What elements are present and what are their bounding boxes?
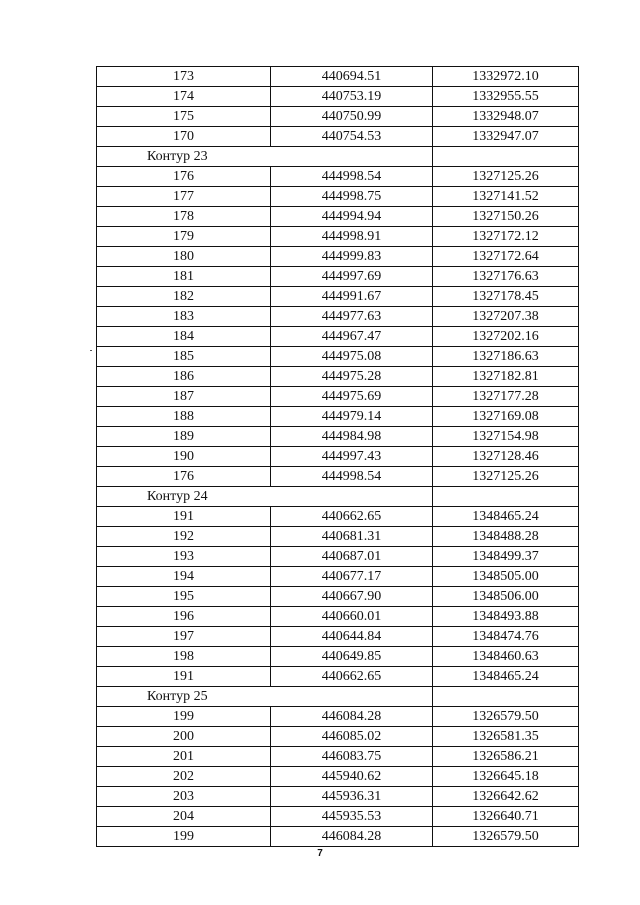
y-coordinate-cell: 1326642.62 <box>433 787 579 807</box>
table-row <box>97 227 579 247</box>
y-coordinate-cell: 1326640.71 <box>433 807 579 827</box>
y-coordinate-cell: 1348493.88 <box>433 607 579 627</box>
y-coordinate-cell: 1327172.64 <box>433 247 579 267</box>
x-coordinate-cell: 444975.08 <box>271 347 433 367</box>
y-coordinate-cell: 1332972.10 <box>433 67 579 87</box>
x-coordinate-cell: 444998.91 <box>271 227 433 247</box>
point-number-cell: 186 <box>97 367 271 387</box>
table-row <box>97 67 579 87</box>
y-coordinate-cell: 1348506.00 <box>433 587 579 607</box>
y-coordinate-cell: 1332948.07 <box>433 107 579 127</box>
table-row <box>97 827 579 847</box>
table-row <box>97 607 579 627</box>
y-coordinate-cell: 1327207.38 <box>433 307 579 327</box>
point-number-cell: 201 <box>97 747 271 767</box>
y-coordinate-cell: 1327186.63 <box>433 347 579 367</box>
x-coordinate-cell: 446084.28 <box>271 827 433 847</box>
y-coordinate-cell: 1326581.35 <box>433 727 579 747</box>
table-row <box>97 787 579 807</box>
table-row <box>97 167 579 187</box>
x-coordinate-cell: 444991.67 <box>271 287 433 307</box>
point-number-cell: 203 <box>97 787 271 807</box>
x-coordinate-cell: 444998.54 <box>271 467 433 487</box>
y-coordinate-cell: 1327176.63 <box>433 267 579 287</box>
point-number-cell: 193 <box>97 547 271 567</box>
y-coordinate-cell: 1332947.07 <box>433 127 579 147</box>
point-number-cell: 178 <box>97 207 271 227</box>
point-number-cell: 199 <box>97 827 271 847</box>
y-coordinate-cell: 1327125.26 <box>433 467 579 487</box>
y-coordinate-cell: 1348488.28 <box>433 527 579 547</box>
table-row <box>97 547 579 567</box>
point-number-cell: 185 <box>97 347 271 367</box>
x-coordinate-cell: 440754.53 <box>271 127 433 147</box>
y-coordinate-cell: 1327141.52 <box>433 187 579 207</box>
point-number-cell: 189 <box>97 427 271 447</box>
table-row <box>97 567 579 587</box>
table-row <box>97 207 579 227</box>
y-coordinate-cell: 1327202.16 <box>433 327 579 347</box>
y-coordinate-cell: 1326645.18 <box>433 767 579 787</box>
table-row <box>97 467 579 487</box>
x-coordinate-cell: 444977.63 <box>271 307 433 327</box>
y-coordinate-cell: 1327178.45 <box>433 287 579 307</box>
table-row <box>97 767 579 787</box>
point-number-cell: 180 <box>97 247 271 267</box>
point-number-cell: 173 <box>97 67 271 87</box>
point-number-cell: 176 <box>97 467 271 487</box>
coordinates-table <box>96 66 579 847</box>
point-number-cell: 199 <box>97 707 271 727</box>
point-number-cell: 198 <box>97 647 271 667</box>
coordinates-table-body <box>97 67 579 847</box>
y-coordinate-cell: 1327128.46 <box>433 447 579 467</box>
y-coordinate-cell: 1326579.50 <box>433 707 579 727</box>
table-row <box>97 87 579 107</box>
x-coordinate-cell: 446085.02 <box>271 727 433 747</box>
contour-label: Контур 24 <box>97 487 433 507</box>
y-coordinate-cell: 1327177.28 <box>433 387 579 407</box>
point-number-cell: 194 <box>97 567 271 587</box>
x-coordinate-cell: 440649.85 <box>271 647 433 667</box>
table-row <box>97 267 579 287</box>
point-number-cell: 200 <box>97 727 271 747</box>
x-coordinate-cell: 440687.01 <box>271 547 433 567</box>
table-row <box>97 707 579 727</box>
contour-label: Контур 25 <box>97 687 433 707</box>
x-coordinate-cell: 440750.99 <box>271 107 433 127</box>
contour-label: Контур 23 <box>97 147 433 167</box>
x-coordinate-cell: 440644.84 <box>271 627 433 647</box>
table-row <box>97 187 579 207</box>
x-coordinate-cell: 440660.01 <box>271 607 433 627</box>
x-coordinate-cell: 440694.51 <box>271 67 433 87</box>
point-number-cell: 176 <box>97 167 271 187</box>
x-coordinate-cell: 444975.28 <box>271 367 433 387</box>
table-row <box>97 807 579 827</box>
y-coordinate-cell: 1327150.26 <box>433 207 579 227</box>
x-coordinate-cell: 444998.75 <box>271 187 433 207</box>
table-row <box>97 447 579 467</box>
empty-cell <box>433 687 579 707</box>
contour-header-row <box>97 687 579 707</box>
y-coordinate-cell: 1327169.08 <box>433 407 579 427</box>
contour-header-row <box>97 487 579 507</box>
y-coordinate-cell: 1327172.12 <box>433 227 579 247</box>
x-coordinate-cell: 440662.65 <box>271 667 433 687</box>
x-coordinate-cell: 444999.83 <box>271 247 433 267</box>
table-row <box>97 247 579 267</box>
point-number-cell: 196 <box>97 607 271 627</box>
x-coordinate-cell: 444979.14 <box>271 407 433 427</box>
point-number-cell: 191 <box>97 667 271 687</box>
point-number-cell: 190 <box>97 447 271 467</box>
y-coordinate-cell: 1327182.81 <box>433 367 579 387</box>
x-coordinate-cell: 444967.47 <box>271 327 433 347</box>
table-row <box>97 347 579 367</box>
point-number-cell: 191 <box>97 507 271 527</box>
point-number-cell: 197 <box>97 627 271 647</box>
x-coordinate-cell: 440681.31 <box>271 527 433 547</box>
y-coordinate-cell: 1348465.24 <box>433 667 579 687</box>
point-number-cell: 182 <box>97 287 271 307</box>
page-number: 7 <box>317 848 323 859</box>
empty-cell <box>433 147 579 167</box>
contour-header-row <box>97 147 579 167</box>
x-coordinate-cell: 444984.98 <box>271 427 433 447</box>
x-coordinate-cell: 440667.90 <box>271 587 433 607</box>
x-coordinate-cell: 446084.28 <box>271 707 433 727</box>
point-number-cell: 181 <box>97 267 271 287</box>
y-coordinate-cell: 1348460.63 <box>433 647 579 667</box>
point-number-cell: 177 <box>97 187 271 207</box>
y-coordinate-cell: 1348474.76 <box>433 627 579 647</box>
table-row <box>97 127 579 147</box>
table-row <box>97 387 579 407</box>
point-number-cell: 192 <box>97 527 271 547</box>
table-row <box>97 587 579 607</box>
point-number-cell: 175 <box>97 107 271 127</box>
table-row <box>97 427 579 447</box>
table-row <box>97 527 579 547</box>
x-coordinate-cell: 445940.62 <box>271 767 433 787</box>
point-number-cell: 204 <box>97 807 271 827</box>
table-row <box>97 327 579 347</box>
point-number-cell: 183 <box>97 307 271 327</box>
table-row <box>97 627 579 647</box>
table-row <box>97 727 579 747</box>
y-coordinate-cell: 1326579.50 <box>433 827 579 847</box>
point-number-cell: 195 <box>97 587 271 607</box>
table-row <box>97 107 579 127</box>
x-coordinate-cell: 440753.19 <box>271 87 433 107</box>
table-row <box>97 507 579 527</box>
x-coordinate-cell: 444975.69 <box>271 387 433 407</box>
point-number-cell: 170 <box>97 127 271 147</box>
empty-cell <box>433 487 579 507</box>
table-row <box>97 407 579 427</box>
scan-artifact <box>90 350 92 351</box>
y-coordinate-cell: 1332955.55 <box>433 87 579 107</box>
table-row <box>97 667 579 687</box>
point-number-cell: 174 <box>97 87 271 107</box>
table-row <box>97 307 579 327</box>
point-number-cell: 188 <box>97 407 271 427</box>
point-number-cell: 184 <box>97 327 271 347</box>
y-coordinate-cell: 1348505.00 <box>433 567 579 587</box>
table-row <box>97 647 579 667</box>
x-coordinate-cell: 445936.31 <box>271 787 433 807</box>
table-row <box>97 287 579 307</box>
y-coordinate-cell: 1327125.26 <box>433 167 579 187</box>
point-number-cell: 202 <box>97 767 271 787</box>
x-coordinate-cell: 440677.17 <box>271 567 433 587</box>
table-row <box>97 747 579 767</box>
x-coordinate-cell: 446083.75 <box>271 747 433 767</box>
y-coordinate-cell: 1348499.37 <box>433 547 579 567</box>
table-row <box>97 367 579 387</box>
x-coordinate-cell: 444997.43 <box>271 447 433 467</box>
x-coordinate-cell: 444997.69 <box>271 267 433 287</box>
point-number-cell: 187 <box>97 387 271 407</box>
x-coordinate-cell: 444994.94 <box>271 207 433 227</box>
x-coordinate-cell: 445935.53 <box>271 807 433 827</box>
y-coordinate-cell: 1327154.98 <box>433 427 579 447</box>
point-number-cell: 179 <box>97 227 271 247</box>
x-coordinate-cell: 440662.65 <box>271 507 433 527</box>
x-coordinate-cell: 444998.54 <box>271 167 433 187</box>
y-coordinate-cell: 1348465.24 <box>433 507 579 527</box>
y-coordinate-cell: 1326586.21 <box>433 747 579 767</box>
